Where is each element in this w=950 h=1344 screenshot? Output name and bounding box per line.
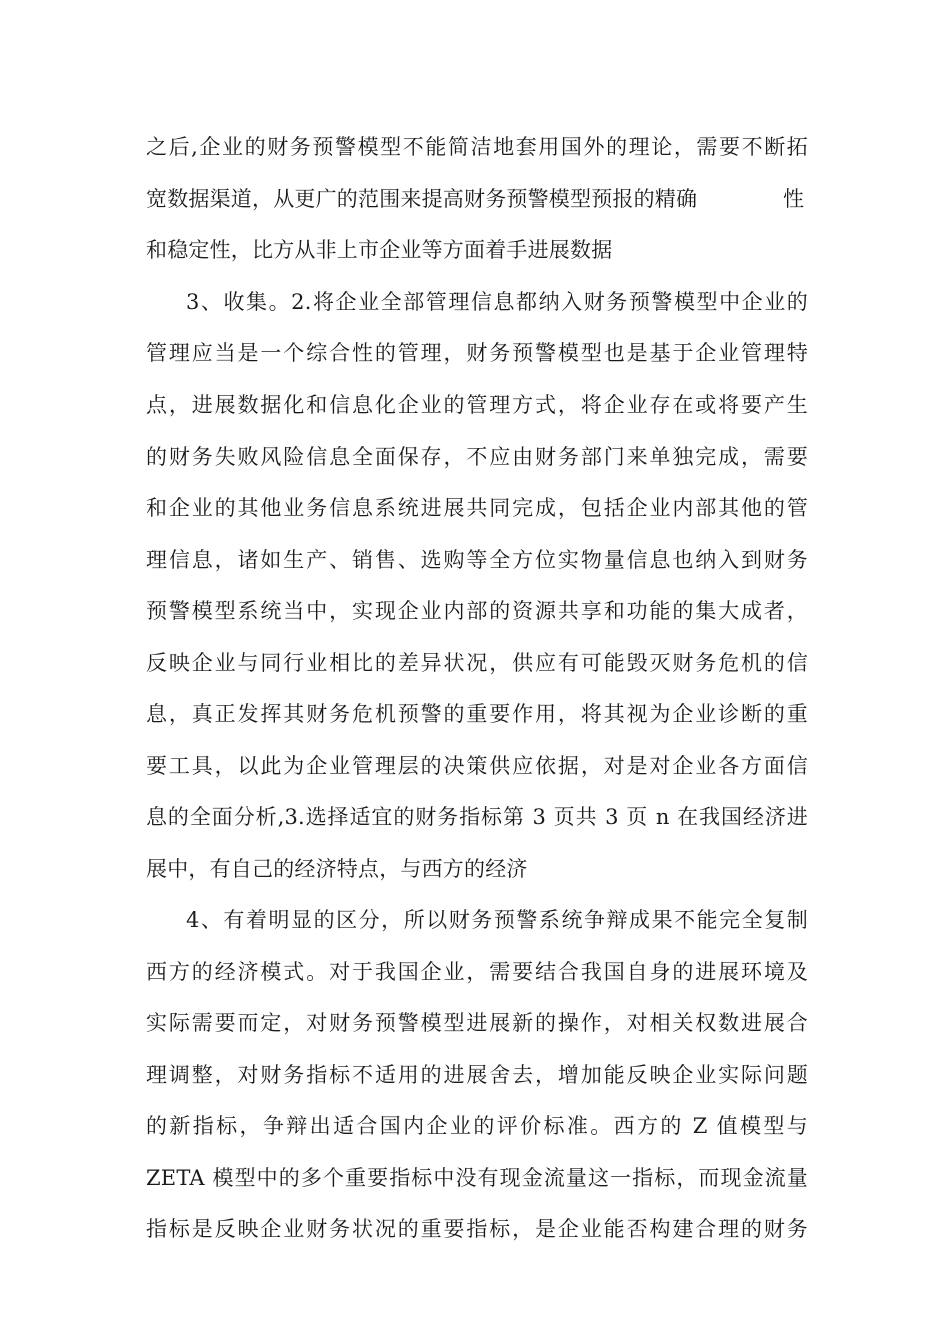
paragraph-3-line-2: 管理应当是一个综合性的管理，财务预警模型也是基于企业管理特: [146, 341, 808, 365]
text-line-3: 和稳定性，比方从非上市企业等方面着手进展数据: [146, 238, 613, 262]
paragraph-4-line-2: 西方的经济模式。对于我国企业，需要结合我国自身的进展环境及: [146, 960, 808, 984]
paragraph-4-line-5: 的新指标，争辩出适合国内企业的评价标准。西方的 Z 值模型与: [146, 1114, 808, 1138]
paragraph-3-line-3: 点，进展数据化和信息化企业的管理方式，将企业存在或将要产生: [146, 393, 808, 417]
paragraph-3-line-10: 要工具，以此为企业管理层的决策供应依据，对是对企业各方面信: [146, 754, 808, 778]
text-line-2-tail: 性: [783, 187, 805, 211]
paragraph-3-line-1: 3、收集。2.将企业全部管理信息都纳入财务预警模型中企业的: [186, 290, 808, 314]
paragraph-4-line-7: 指标是反映企业财务状况的重要指标，是企业能否构建合理的财务: [146, 1217, 808, 1241]
text-line-1: 之后,企业的财务预警模型不能简洁地套用国外的理论，需要不断拓: [146, 135, 808, 159]
paragraph-3-line-8: 反映企业与同行业相比的差异状况，供应有可能毁灭财务危机的信: [146, 651, 808, 675]
text-line-2: 宽数据渠道，从更广的范围来提高财务预警模型预报的精确: [146, 187, 698, 211]
paragraph-3-line-6: 理信息，诸如生产、销售、选购等全方位实物量信息也纳入到财务: [146, 548, 808, 572]
paragraph-4-line-3: 实际需要而定，对财务预警模型进展新的操作，对相关权数进展合: [146, 1011, 808, 1035]
paragraph-3-line-7: 预警模型系统当中，实现企业内部的资源共享和功能的集大成者，: [146, 599, 808, 623]
paragraph-3-line-4: 的财务失败风险信息全面保存，不应由财务部门来单独完成，需要: [146, 445, 808, 469]
paragraph-4-line-4: 理调整，对财务指标不适用的进展舍去，增加能反映企业实际问题: [146, 1063, 808, 1087]
paragraph-3-line-11: 息的全面分析,3.选择适宜的财务指标第 3 页共 3 页 n 在我国经济进: [146, 805, 808, 829]
paragraph-4-line-6: ZETA 模型中的多个重要指标中没有现金流量这一指标，而现金流量: [146, 1166, 808, 1190]
paragraph-4-line-1: 4、有着明显的区分，所以财务预警系统争辩成果不能完全复制: [186, 908, 808, 932]
paragraph-3-line-5: 和企业的其他业务信息系统进展共同完成，包括企业内部其他的管: [146, 496, 808, 520]
paragraph-3-line-12: 展中，有自己的经济特点，与西方的经济: [146, 857, 528, 881]
paragraph-3-line-9: 息，真正发挥其财务危机预警的重要作用，将其视为企业诊断的重: [146, 702, 808, 726]
